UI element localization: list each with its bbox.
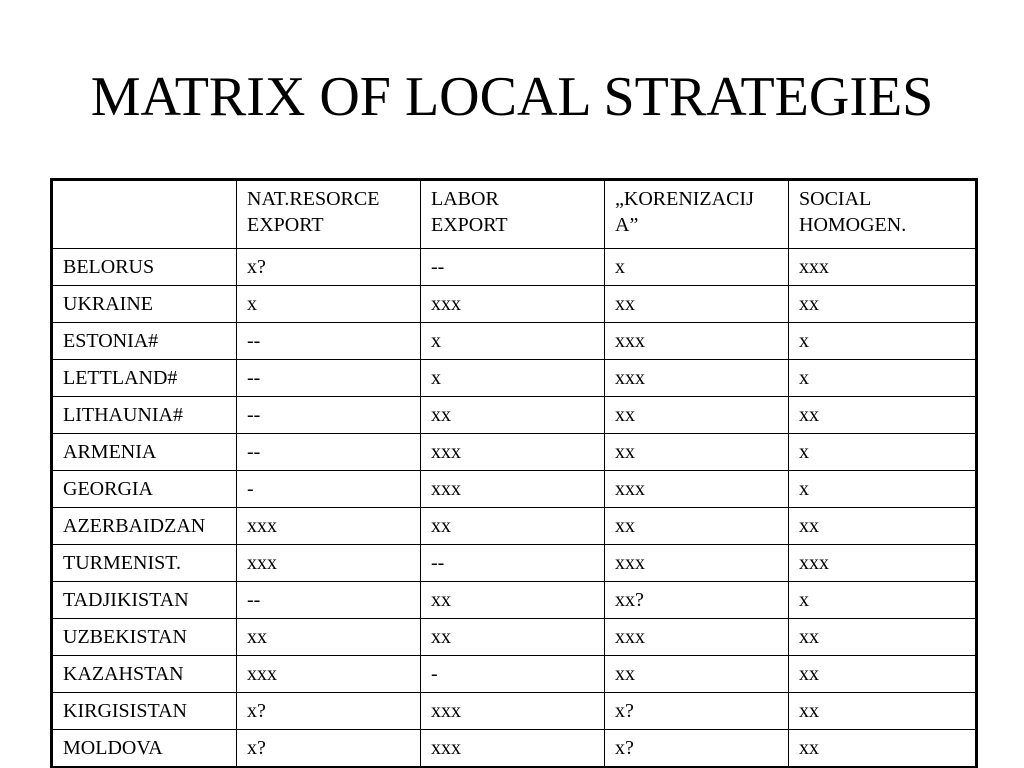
table-row [52, 397, 977, 434]
table-cell: x [421, 323, 605, 360]
table-cell: xx [789, 730, 977, 768]
table-cell: -- [237, 434, 421, 471]
row-country-label: GEORGIA [52, 471, 237, 508]
column-header-line: HOMOGEN. [799, 214, 907, 236]
table-row [52, 582, 977, 619]
table-cell: xxx [421, 434, 605, 471]
table-cell: xx [605, 286, 789, 323]
table-cell: xx [789, 693, 977, 730]
table-cell: xx [421, 508, 605, 545]
table-cell: x [789, 582, 977, 619]
column-header-line: EXPORT [247, 214, 324, 236]
slide-title: MATRIX OF LOCAL STRATEGIES [90, 66, 934, 128]
table-cell: -- [237, 323, 421, 360]
strategy-matrix-table [50, 178, 978, 768]
table-cell: x [237, 286, 421, 323]
row-country-label: KAZAHSTAN [52, 656, 237, 693]
row-country-label: LETTLAND# [52, 360, 237, 397]
row-country-label: TADJIKISTAN [52, 582, 237, 619]
table-row [52, 360, 977, 397]
table-cell: xx [237, 619, 421, 656]
table-row [52, 730, 977, 768]
table-row [52, 249, 977, 286]
table-cell: xx [605, 434, 789, 471]
table-row [52, 619, 977, 656]
table-row [52, 693, 977, 730]
row-country-label: BELORUS [52, 249, 237, 286]
table-cell: xxx [421, 693, 605, 730]
table-cell: x [789, 360, 977, 397]
row-country-label: UZBEKISTAN [52, 619, 237, 656]
table-cell: xxx [605, 360, 789, 397]
table-cell: xxx [605, 545, 789, 582]
table-cell: xx [789, 286, 977, 323]
table-cell: x? [605, 730, 789, 768]
table-row [52, 471, 977, 508]
column-header-line: SOCIAL [799, 188, 872, 210]
table-row [52, 656, 977, 693]
table-cell: -- [237, 582, 421, 619]
column-header-korenizacija [605, 180, 789, 249]
table-cell: x [421, 360, 605, 397]
table-cell: -- [421, 545, 605, 582]
column-header-labor-export [421, 180, 605, 249]
table-cell: xxx [421, 471, 605, 508]
table-cell: xxx [237, 656, 421, 693]
table-header-row [52, 180, 977, 249]
table-cell: xxx [789, 545, 977, 582]
column-header-nat-resource-export [237, 180, 421, 249]
table-cell: xxx [237, 545, 421, 582]
table-row [52, 545, 977, 582]
table-cell: xxx [421, 286, 605, 323]
table-cell: x [789, 434, 977, 471]
table-cell: x? [605, 693, 789, 730]
column-header-line: LABOR [431, 188, 499, 210]
table-row [52, 434, 977, 471]
table-cell: xx [789, 397, 977, 434]
table-cell: x? [237, 693, 421, 730]
table-cell: xxx [605, 323, 789, 360]
table-cell: x [789, 323, 977, 360]
table-cell: -- [237, 397, 421, 434]
table-row [52, 508, 977, 545]
table-cell: - [237, 471, 421, 508]
table-row [52, 286, 977, 323]
table-cell: xx [421, 582, 605, 619]
table-cell: x [789, 471, 977, 508]
table-cell: xxx [789, 249, 977, 286]
table-cell: xx [605, 508, 789, 545]
table-cell: x? [237, 249, 421, 286]
column-header-social-homogen [789, 180, 977, 249]
row-country-label: KIRGISISTAN [52, 693, 237, 730]
table-cell: xx? [605, 582, 789, 619]
table-cell: xx [605, 656, 789, 693]
table-cell: - [421, 656, 605, 693]
row-country-label: AZERBAIDZAN [52, 508, 237, 545]
table-cell: xx [421, 397, 605, 434]
table-cell: -- [421, 249, 605, 286]
table-cell: x? [237, 730, 421, 768]
table-cell: xx [421, 619, 605, 656]
column-header-line: EXPORT [431, 214, 508, 236]
row-country-label: ARMENIA [52, 434, 237, 471]
row-country-label: UKRAINE [52, 286, 237, 323]
table-cell: xx [789, 619, 977, 656]
table-cell: xx [789, 508, 977, 545]
table-cell: xxx [605, 471, 789, 508]
table-cell: xxx [421, 730, 605, 768]
table-cell: xxx [605, 619, 789, 656]
table-row [52, 323, 977, 360]
row-country-label: TURMENIST. [52, 545, 237, 582]
table-corner-cell [52, 180, 237, 249]
table-cell: xx [789, 656, 977, 693]
row-country-label: MOLDOVA [52, 730, 237, 768]
column-header-line: „KORENIZACIJ [615, 188, 754, 210]
row-country-label: ESTONIA# [52, 323, 237, 360]
column-header-line: A” [615, 214, 639, 236]
table-cell: xxx [237, 508, 421, 545]
table-cell: -- [237, 360, 421, 397]
column-header-line: NAT.RESORCE [247, 188, 380, 210]
table-cell: xx [605, 397, 789, 434]
row-country-label: LITHAUNIA# [52, 397, 237, 434]
table-cell: x [605, 249, 789, 286]
